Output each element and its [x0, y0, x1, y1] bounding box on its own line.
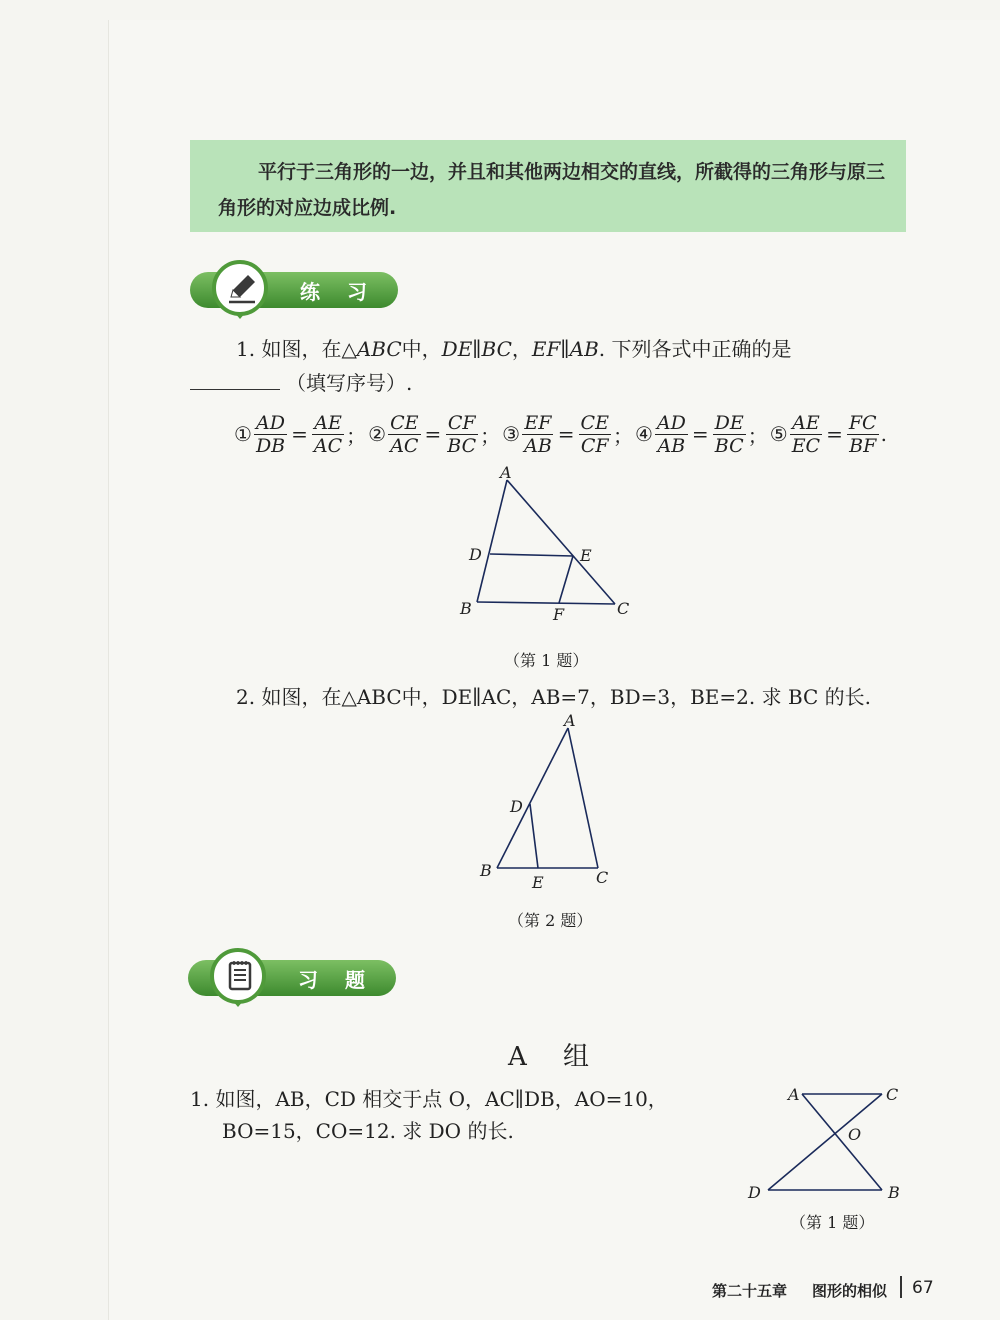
- group-heading: A 组: [508, 1042, 604, 1072]
- label-D: D: [469, 545, 482, 564]
- problem-number: 1.: [236, 337, 256, 361]
- option-marker: ①: [234, 422, 252, 446]
- footer-title: 图形的相似: [812, 1282, 888, 1300]
- fraction: [655, 412, 688, 457]
- figure-caption: （第 2 题）: [508, 911, 593, 930]
- separator: ；: [480, 423, 501, 448]
- figure-exercise-1: [740, 1080, 920, 1204]
- label-A: A: [564, 711, 576, 730]
- fraction: [522, 412, 554, 457]
- problem-text: 如图，在△: [261, 337, 357, 361]
- label-E: E: [580, 546, 592, 565]
- problem-text: EF∥AB: [531, 337, 599, 361]
- exercise-section-badge: [188, 954, 398, 1002]
- option-marker: ③: [502, 422, 521, 446]
- practice-section-label: 练 习: [300, 280, 377, 304]
- denominator: BC: [447, 434, 477, 457]
- denominator: AB: [524, 434, 552, 457]
- pencil-icon: [224, 270, 260, 306]
- label-C: C: [886, 1085, 899, 1104]
- answer-blank: [190, 389, 280, 390]
- label-A: A: [788, 1085, 800, 1104]
- practice-problem-1-line1: [236, 332, 792, 366]
- theorem-box: [190, 140, 906, 232]
- problem-text: ABC: [356, 337, 402, 361]
- segment-DE: [490, 554, 573, 556]
- segment-AB: [802, 1094, 882, 1190]
- segment-CD: [768, 1094, 882, 1190]
- label-O: O: [848, 1125, 862, 1144]
- answer-options: [234, 408, 889, 460]
- label-B: B: [460, 599, 472, 618]
- option-4: ④ $\frac{AD}{AB}$ = $\frac{DE}{BC}$ ；: [634, 411, 768, 457]
- denominator: AB: [657, 434, 686, 457]
- separator: ；: [612, 423, 633, 448]
- problem-number: 2.: [236, 685, 256, 709]
- problem-text: BO=15，CO=12. 求 DO 的长.: [222, 1119, 514, 1143]
- label-E: E: [532, 873, 544, 892]
- numerator: FC: [848, 411, 877, 434]
- option-5: ⑤ $\frac{AE}{EC}$ = $\frac{FC}{BF}$ .: [769, 411, 887, 457]
- problem-text: 如图，AB，CD 相交于点 O，AC∥DB，AO=10，: [215, 1087, 668, 1111]
- fraction: [254, 412, 287, 457]
- option-1: ① $\frac{AD}{DB}$ = $\frac{AE}{AC}$ ；: [234, 411, 367, 457]
- numerator: EF: [524, 411, 552, 434]
- fraction: [388, 412, 420, 457]
- separator: ；: [747, 423, 768, 448]
- segment-AB: [497, 728, 568, 868]
- denominator: CF: [580, 434, 609, 457]
- page-number: 67: [912, 1278, 934, 1298]
- problem-number: 1.: [190, 1087, 210, 1111]
- numerator: AE: [314, 411, 342, 434]
- denominator: DB: [255, 434, 286, 457]
- separator: ；: [346, 423, 367, 448]
- separator: .: [880, 422, 887, 446]
- exercise-section-label: 习 题: [298, 968, 375, 992]
- problem-text: DE∥BC: [441, 337, 512, 361]
- label-D: D: [748, 1183, 761, 1202]
- problem-text: . 下列各式中正确的是: [598, 337, 792, 361]
- denominator: AC: [390, 434, 419, 457]
- numerator: CF: [447, 411, 476, 434]
- numerator: AE: [792, 411, 820, 434]
- numerator: AD: [656, 411, 686, 434]
- problem-text: （填写序号）.: [286, 371, 413, 395]
- problem-text: ，: [511, 337, 532, 361]
- option-marker: ④: [634, 422, 653, 446]
- numerator: DE: [714, 411, 744, 434]
- practice-section-badge: [190, 266, 400, 314]
- figure-practice-1: [450, 462, 640, 622]
- figure-caption: （第 1 题）: [790, 1213, 875, 1232]
- denominator: BF: [849, 434, 877, 457]
- label-F: F: [553, 605, 565, 622]
- badge-circle: [210, 948, 266, 1004]
- segment-AC: [507, 480, 615, 604]
- numerator: CE: [390, 411, 419, 434]
- badge-arrow: [234, 312, 246, 319]
- label-B: B: [888, 1183, 900, 1202]
- segment-EF: [559, 556, 573, 603]
- option-2: ② $\frac{CE}{AC}$ = $\frac{CF}{BC}$ ；: [368, 411, 501, 457]
- label-A: A: [500, 463, 512, 482]
- theorem-text: 平行于三角形的一边，并且和其他两边相交的直线，所截得的三角形与原三角形的对应边成比例.: [218, 161, 886, 219]
- denominator: EC: [791, 434, 821, 457]
- segment-BC: [477, 602, 615, 604]
- fraction: [713, 412, 746, 457]
- numerator: AD: [256, 411, 286, 434]
- badge-arrow: [232, 1000, 244, 1007]
- denominator: AC: [313, 434, 343, 457]
- footer-chapter: 第二十五章: [712, 1282, 788, 1300]
- label-B: B: [480, 861, 492, 880]
- fraction: [445, 412, 478, 457]
- denominator: BC: [714, 434, 744, 457]
- segment-AB: [477, 480, 507, 602]
- figure-caption: （第 1 题）: [504, 651, 589, 670]
- problem-text: 中，: [401, 337, 442, 361]
- badge-circle: [212, 260, 268, 316]
- fraction: [790, 412, 822, 457]
- segment-AC: [568, 728, 598, 868]
- figure-practice-2: [470, 708, 620, 893]
- notebook-icon: [222, 958, 258, 994]
- label-D: D: [510, 797, 523, 816]
- fraction: [847, 412, 879, 457]
- practice-problem-1-line2: [190, 366, 412, 400]
- label-C: C: [617, 599, 630, 618]
- option-3: ③ $\frac{EF}{AB}$ = $\frac{CE}{CF}$ ；: [502, 411, 633, 457]
- fraction: [579, 412, 611, 457]
- numerator: CE: [580, 411, 609, 434]
- exercise-problem-1-line1: [190, 1082, 668, 1116]
- fraction: [312, 412, 344, 457]
- segment-DE: [530, 804, 538, 868]
- exercise-problem-1-line2: [222, 1114, 514, 1148]
- footer-divider: [900, 1276, 902, 1298]
- option-marker: ②: [368, 422, 387, 446]
- label-C: C: [596, 868, 609, 887]
- option-marker: ⑤: [769, 422, 788, 446]
- problem-text: 如图，在△ABC中，DE∥AC，AB=7，BD=3，BE=2. 求 BC 的长.: [261, 685, 872, 709]
